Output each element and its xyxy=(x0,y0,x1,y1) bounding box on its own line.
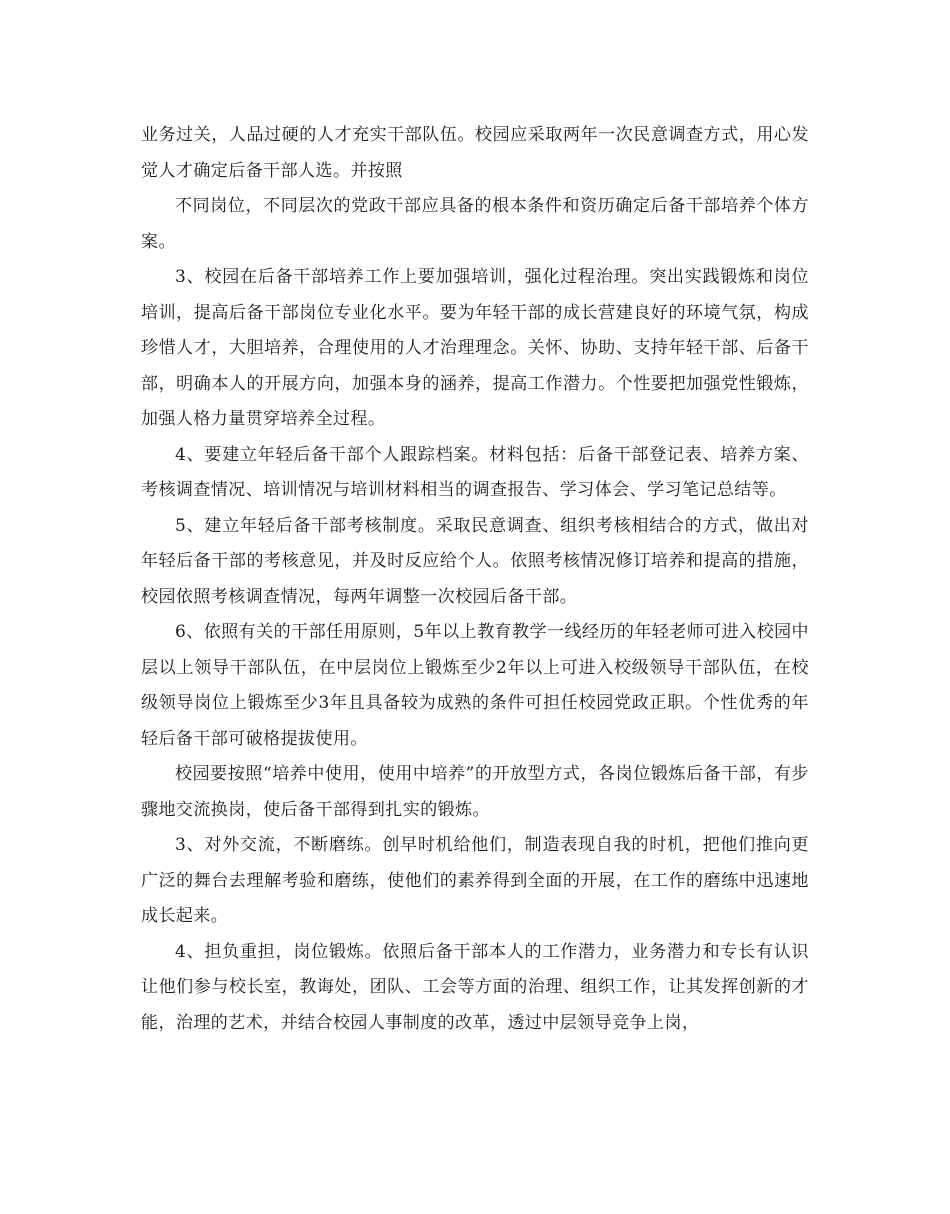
paragraph: 5、建立年轻后备干部考核制度。采取民意调查、组织考核相结合的方式，做出对年轻后备干部的考核意见，并及时反应给个人。依照考核情况修订培养和提高的措施，校园依照考核调查情况，每两年调整一次校园后备干部。 xyxy=(141,515,809,607)
paragraph: 4、担负重担，岗位锻炼。依照后备干部本人的工作潜力，业务潜力和专长有认识让他们参与校长室，教诲处，团队、工会等方面的治理、组织工作，让其发挥创新的才能，治理的艺术，并结合校园人事制度的改革，透过中层领导竞争上岗， xyxy=(141,941,809,1033)
paragraph: 6、依照有关的干部任用原则，5年以上教育教学一线经历的年轻老师可进入校园中层以上领导干部队伍，在中层岗位上锻炼至少2年以上可进入校级领导干部队伍，在校级领导岗位上锻炼至少3年且具备较为成熟的条件可担任校园党政正职。个性优秀的年轻后备干部可破格提拔使用。 xyxy=(141,622,809,749)
paragraph: 校园要按照“培养中使用，使用中培养”的开放型方式，各岗位锻炼后备干部，有步骤地交流换岗，使后备干部得到扎实的锻炼。 xyxy=(141,764,809,820)
paragraph: 3、对外交流，不断磨练。创早时机给他们，制造表现自我的时机，把他们推向更广泛的舞台去理解考验和磨练，使他们的素养得到全面的开展，在工作的磨练中迅速地成长起来。 xyxy=(141,835,809,926)
paragraph: 业务过关，人品过硬的人才充实干部队伍。校园应采取两年一次民意调查方式，用心发觉人才确定后备干部人选。并按照 xyxy=(141,125,809,181)
document-body xyxy=(141,118,809,1041)
paragraph: 不同岗位，不同层次的党政干部应具备的根本条件和资历确定后备干部培养个体方案。 xyxy=(141,196,809,252)
paragraph: 4、要建立年轻后备干部个人跟踪档案。材料包括：后备干部登记表、培养方案、考核调查情况、培训情况与培训材料相当的调查报告、学习体会、学习笔记总结等。 xyxy=(141,444,809,500)
paragraph: 3、校园在后备干部培养工作上要加强培训，强化过程治理。突出实践锻炼和岗位培训，提高后备干部岗位专业化水平。要为年轻干部的成长营建良好的环境气氛，构成珍惜人才，大胆培养，合理使用的人才治理理念。关怀、协助、支持年轻干部、后备干部，明确本人的开展方向，加强本身的涵养，提高工作潜力。个性要把加强党性锻炼，加强人格力量贯穿培养全过程。 xyxy=(141,267,809,429)
